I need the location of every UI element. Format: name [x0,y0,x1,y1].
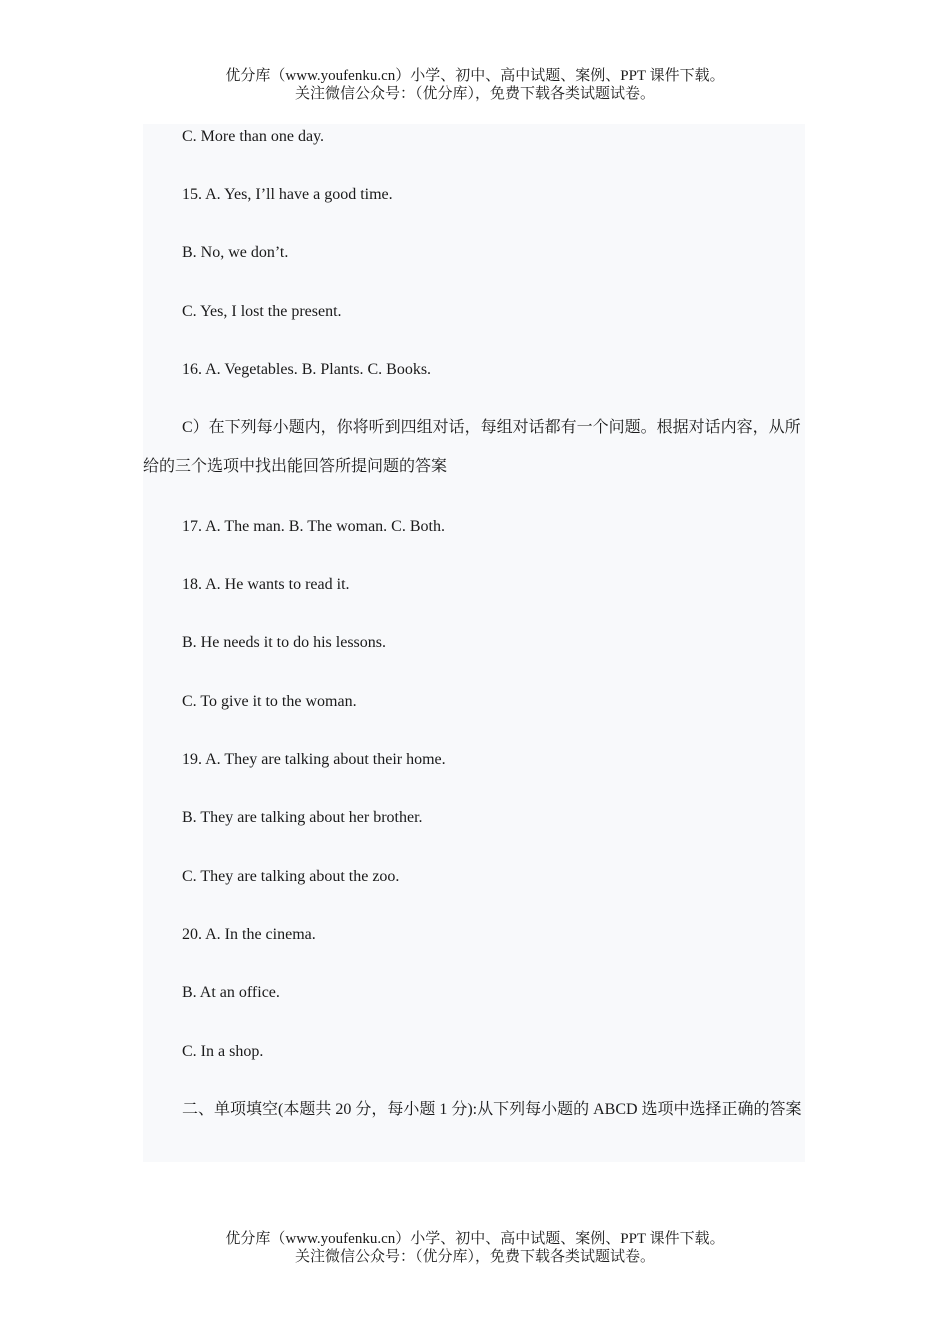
footer-line-2: 关注微信公众号：（优分库），免费下载各类试题试卷。 [294,1249,655,1265]
page-footer [0,1230,950,1266]
page-header [0,67,950,103]
question-18: 18. A. He wants to read it. [182,576,350,593]
footer-line-1: 优分库（www.youfenku.cn）小学、初中、高中试题、案例、PPT 课件下载。 [225,1231,725,1247]
answer-option: B. No, we don’t. [182,244,289,261]
section-c-instruction: C）在下列每小题内，你将听到四组对话，每组对话都有一个问题。根据对话内容，从所给的三个选项中找出能回答所提问题的答案 [143,419,801,475]
question-15: 15. A. Yes, I’ll have a good time. [182,186,393,203]
header-line-2: 关注微信公众号：（优分库），免费下载各类试题试卷。 [294,86,655,102]
answer-option: B. They are talking about her brother. [182,809,423,826]
answer-option: B. He needs it to do his lessons. [182,634,386,651]
answer-option: C. In a shop. [182,1043,264,1060]
answer-option: C. To give it to the woman. [182,693,357,710]
answer-option: C. They are talking about the zoo. [182,868,400,885]
question-16: 16. A. Vegetables. B. Plants. C. Books. [182,361,432,378]
header-line-1: 优分库（www.youfenku.cn）小学、初中、高中试题、案例、PPT 课件下载。 [225,68,725,84]
document-body [143,124,805,1162]
answer-option: B. At an office. [182,984,280,1001]
section-2-instruction: 二、单项填空(本题共 20 分，每小题 1 分):从下列每小题的 ABCD 选项中选择正确的答案 [182,1101,802,1118]
question-17: 17. A. The man. B. The woman. C. Both. [182,518,445,535]
question-20: 20. A. In the cinema. [182,926,316,943]
question-19: 19. A. They are talking about their home. [182,751,446,768]
answer-option: C. Yes, I lost the present. [182,303,342,320]
answer-option: C. More than one day. [182,128,325,145]
